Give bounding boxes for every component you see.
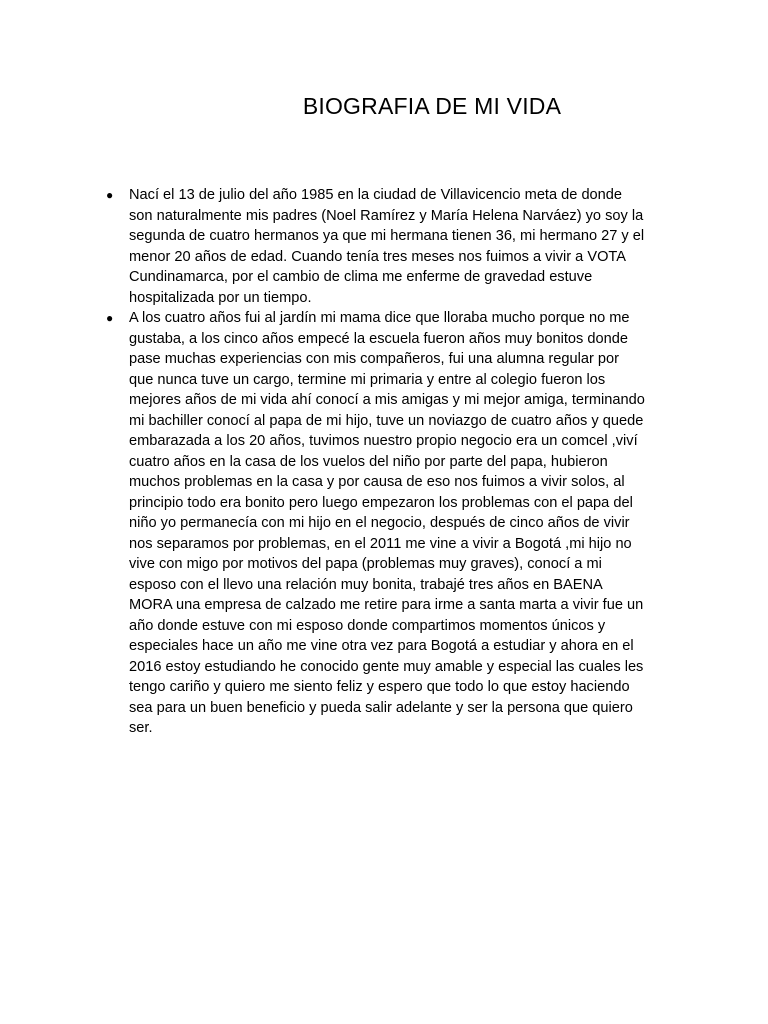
bullet-list: [0, 185, 768, 739]
paragraph-text: A los cuatro años fui al jardín mi mama dice que lloraba mucho porque no me gustaba, a los cinco años empecé la escuela fueron años muy bonitos donde pase muchas experiencias con mis compañeros, fui una alumna regular por que nunca tuve un cargo, termine mi primaria y entre al colegio fueron los mejores años de mi vida ahí conocí a mis amigas y mi mejor amiga, terminando mi bachiller conocí al papa de mi hijo, tuve un noviazgo de cuatro años y quede embarazada a los 20 años, tuvimos nuestro propio negocio era un comcel ,viví cuatro años en la casa de los vuelos del niño por parte del papa, hubieron muchos problemas en la casa y por causa de eso nos fuimos a vivir solos, al principio todo era bonito pero luego empezaron los problemas con el papa del niño yo permanecía con mi hijo en el negocio, después de cinco años de vivir nos separamos por problemas, en el 2011 me vine a vivir a Bogotá ,mi hijo no vive con migo por motivos del papa (problemas muy graves), conocí a mi esposo con el llevo una relación muy bonita, trabajé tres años en BAENA MORA una empresa de calzado me retire para irme a santa marta a vivir fue un año donde estuve con mi esposo donde compartimos momentos únicos y especiales hace un año me vine otra vez para Bogotá a estudiar y ahora en el 2016 estoy estudiando he conocido gente muy amable y especial las cuales les tengo cariño y quiero me siento feliz y espero que todo lo que estoy haciendo sea para un buen beneficio y pueda salir adelante y ser la persona que quiero ser.: [129, 310, 645, 736]
list-item: [0, 308, 645, 739]
bullet-icon: ●: [106, 188, 114, 202]
paragraph-text: Nací el 13 de julio del año 1985 en la ciudad de Villavicencio meta de donde son naturalmente mis padres (Noel Ramírez y María Helena Narváez) yo soy la segunda de cuatro hermanos ya que mi hermana tienen 36, mi hermano 27 y el menor 20 años de edad. Cuando tenía tres meses nos fuimos a vivir a VOTA Cundinamarca, por el cambio de clima me enferme de gravedad estuve hospitalizada por un tiempo.: [129, 187, 645, 306]
list-item: [0, 185, 645, 308]
document-title: BIOGRAFIA DE MI VIDA: [302, 93, 562, 119]
bullet-icon: ●: [106, 311, 114, 325]
